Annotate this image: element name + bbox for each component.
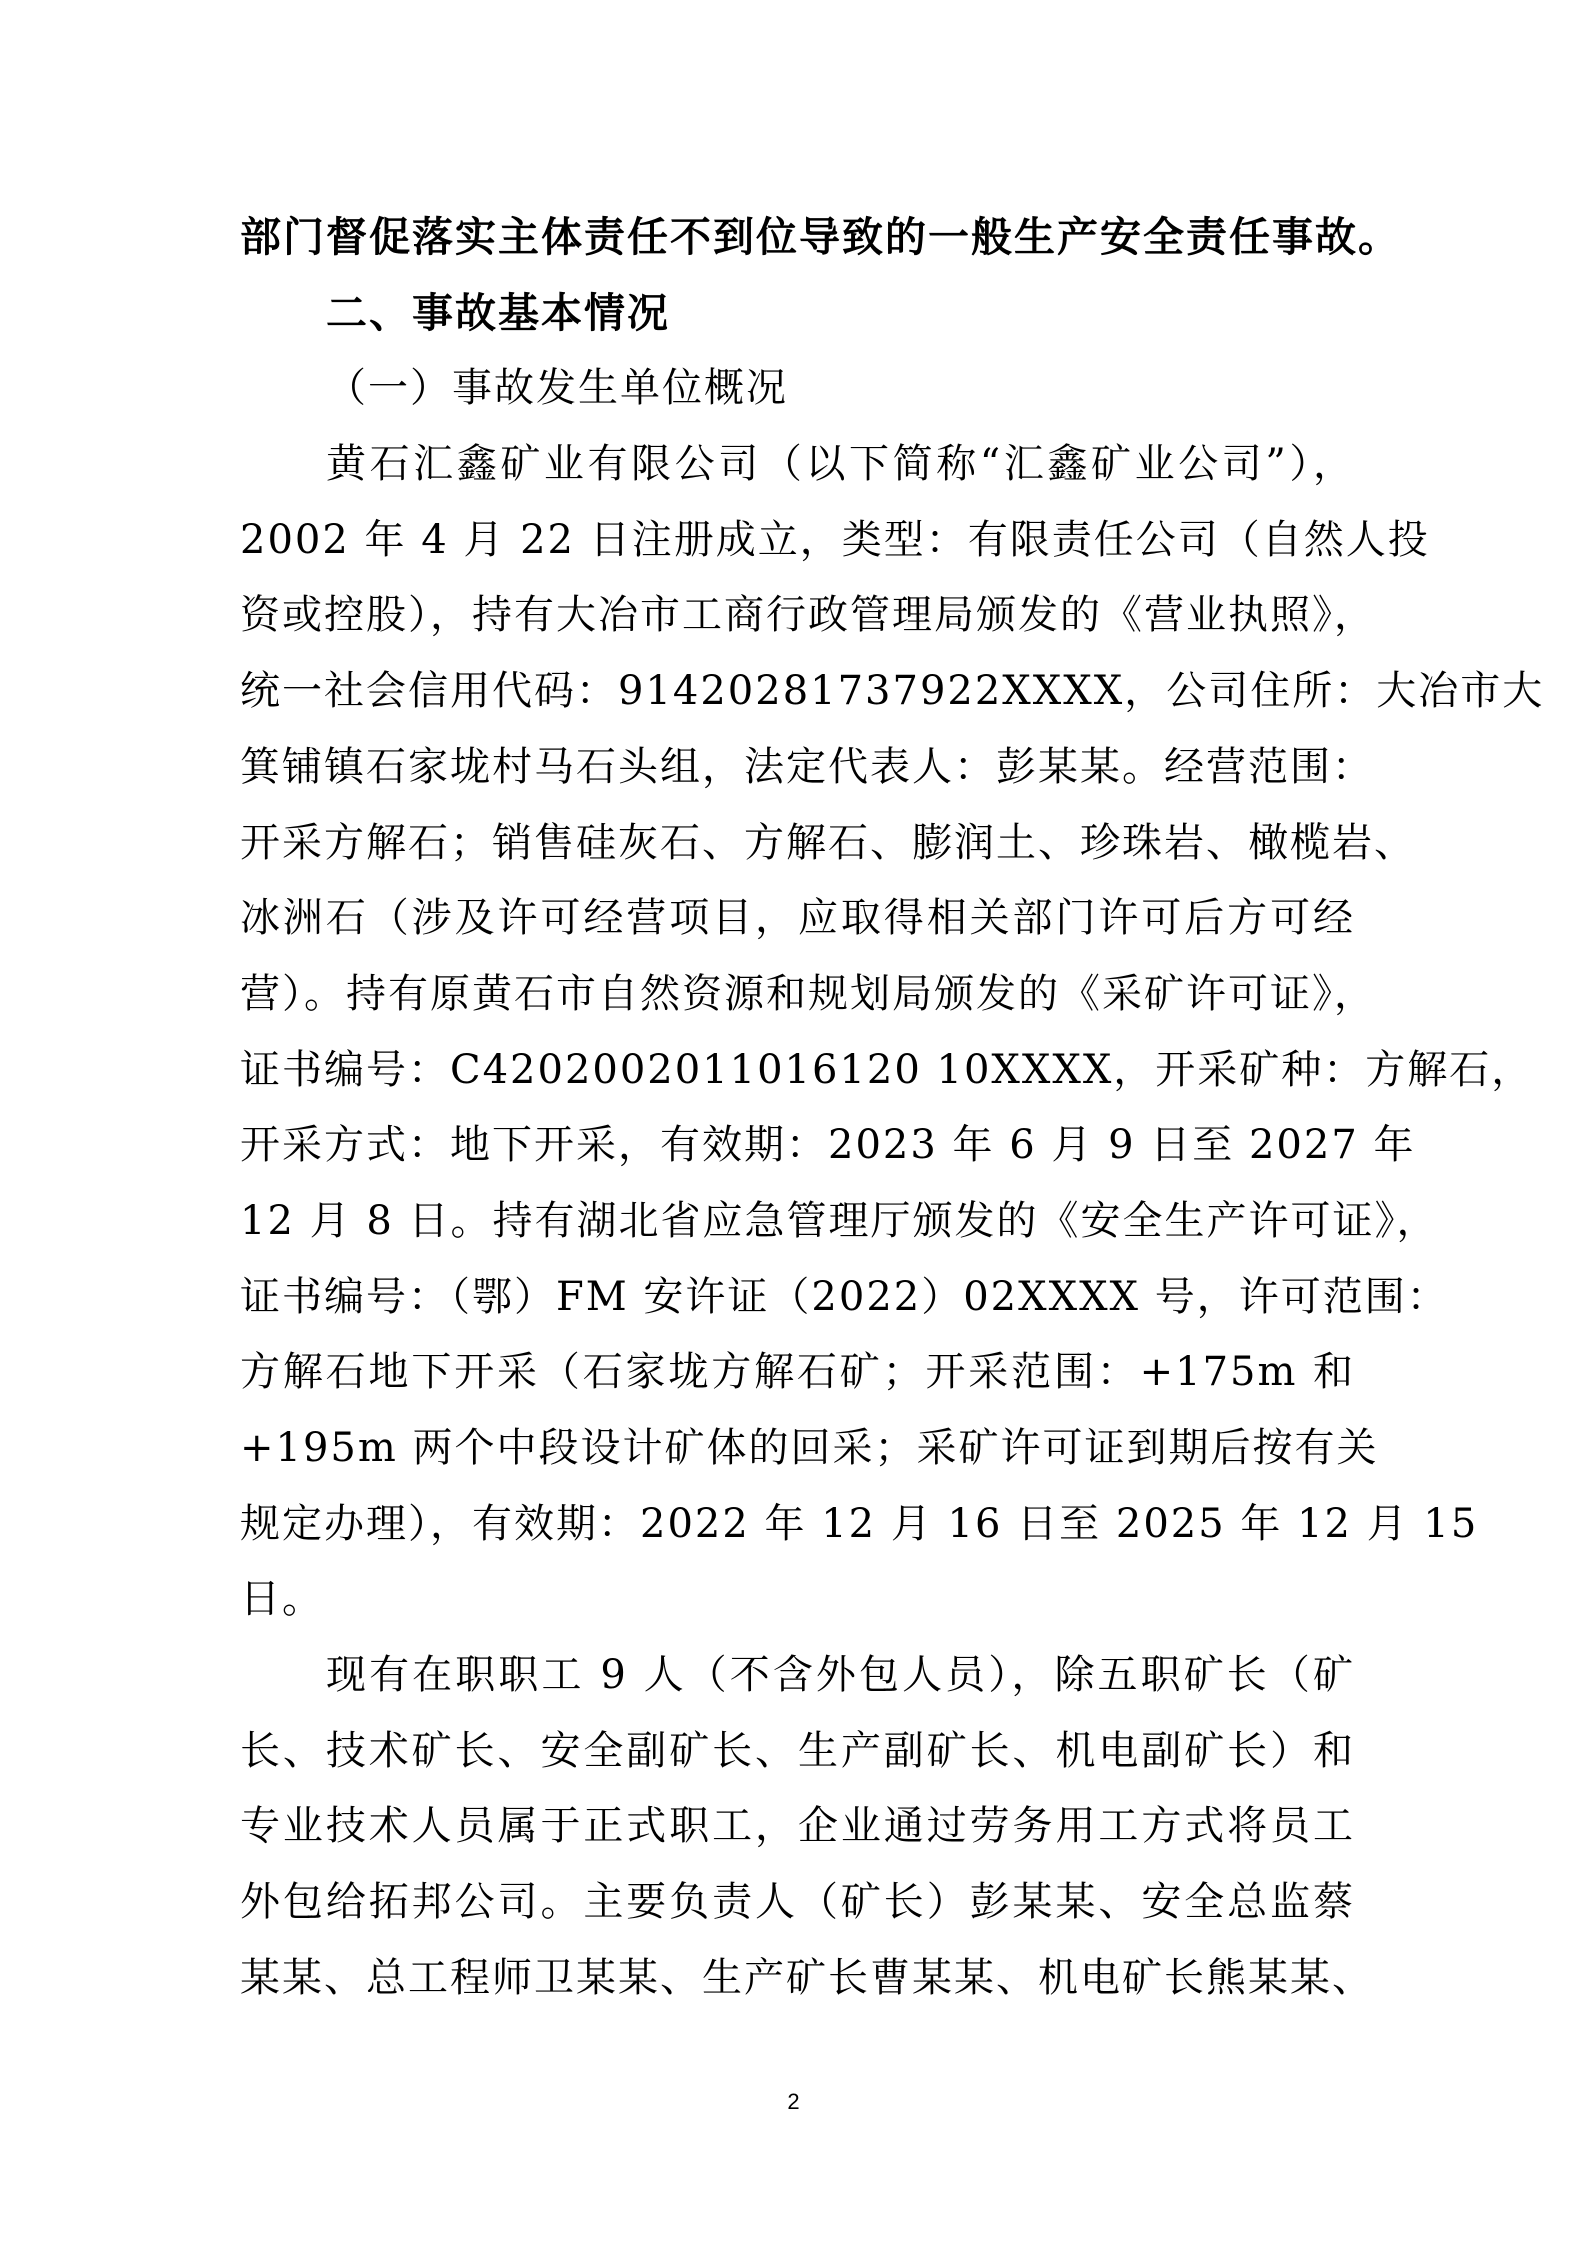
paragraph-line: 营）。持有原黄石市自然资源和规划局颁发的《采矿许可证》， xyxy=(240,971,1376,1017)
paragraph-line: 方解石地下开采（石家垅方解石矿；开采范围：+175m 和 xyxy=(240,1349,1355,1395)
paragraph-line: 外包给拓邦公司。主要负责人（矿长）彭某某、安全总监蔡 xyxy=(240,1879,1355,1925)
paragraph-line: 黄石汇鑫矿业有限公司（以下简称“汇鑫矿业公司”）， xyxy=(326,441,1355,487)
paragraph-line: 某某、总工程师卫某某、生产矿长曹某某、机电矿长熊某某、 xyxy=(240,1955,1374,2001)
paragraph-line: 证书编号：C4202002011016120 10XXXX，开采矿种：方解石， xyxy=(240,1047,1534,1093)
paragraph-line: 长、技术矿长、安全副矿长、生产副矿长、机电副矿长）和 xyxy=(240,1728,1355,1774)
subsection-heading: （一）事故发生单位概况 xyxy=(326,365,788,411)
paragraph-line: 证书编号：（鄂）FM 安许证（2022）02XXXX 号，许可范围： xyxy=(240,1274,1449,1320)
paragraph-line: 开采方式：地下开采，有效期：2023 年 6 月 9 日至 2027 年 xyxy=(240,1122,1416,1168)
paragraph-line: 冰洲石（涉及许可经营项目，应取得相关部门许可后方可经 xyxy=(240,895,1355,941)
paragraph-line: +195m 两个中段设计矿体的回采；采矿许可证到期后按有关 xyxy=(240,1425,1379,1471)
paragraph-line: 2002 年 4 月 22 日注册成立，类型：有限责任公司（自然人投 xyxy=(240,517,1430,563)
section-heading: 二、事故基本情况 xyxy=(326,289,670,337)
paragraph-line: 统一社会信用代码：91420281737922XXXX，公司住所：大冶市大 xyxy=(240,668,1545,714)
page-number: 2 xyxy=(787,2089,800,2114)
paragraph-line: 日。 xyxy=(240,1576,324,1622)
paragraph-line: 部门督促落实主体责任不到位导致的一般生产安全责任事故。 xyxy=(240,213,1401,261)
paragraph-line: 12 月 8 日。持有湖北省应急管理厅颁发的《安全生产许可证》， xyxy=(240,1198,1439,1244)
paragraph-line: 箕铺镇石家垅村马石头组，法定代表人：彭某某。经营范围： xyxy=(240,744,1374,790)
paragraph-line: 规定办理），有效期：2022 年 12 月 16 日至 2025 年 12 月 15 xyxy=(240,1501,1479,1547)
paragraph-line: 专业技术人员属于正式职工，企业通过劳务用工方式将员工 xyxy=(240,1803,1355,1849)
paragraph-line: 资或控股），持有大冶市工商行政管理局颁发的《营业执照》， xyxy=(240,592,1376,638)
paragraph-line: 开采方解石；销售硅灰石、方解石、膨润土、珍珠岩、橄榄岩、 xyxy=(240,820,1416,866)
paragraph-line: 现有在职职工 9 人（不含外包人员），除五职矿长（矿 xyxy=(326,1652,1355,1698)
